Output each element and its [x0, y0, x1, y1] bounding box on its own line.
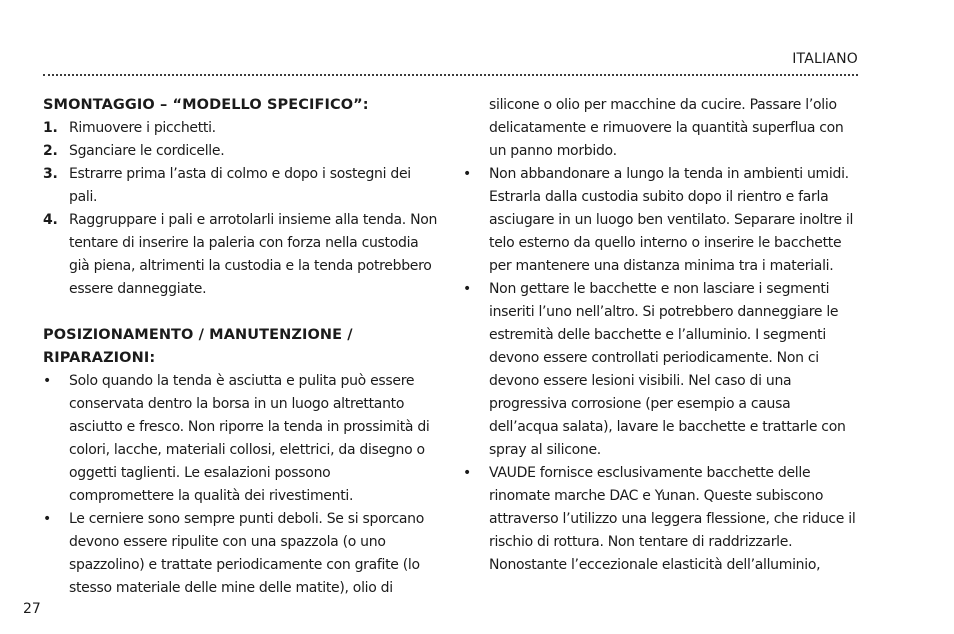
- bullet: •: [43, 511, 51, 527]
- bullet: •: [43, 373, 51, 389]
- section-heading-maintenance: POSIZIONAMENTO / MANUTENZIONE / RIPARAZIONI:: [43, 327, 353, 366]
- step-text: Sganciare le cordicelle.: [69, 143, 225, 159]
- step-number: 3.: [43, 166, 58, 182]
- list-item-text: Non gettare le bacchette e non lasciare i segmenti inseriti l’uno nell’altro. Si potrebbero danneggiare le estremità delle bacchette e l’alluminio. I segmenti devono essere controllati periodicamente. Non ci devono essere lesioni visibili. Nel caso di una progressiva corrosione (per esempio a causa dell’acqua salata), lavare le bacchette e trattarle con spray al silicone.: [489, 281, 846, 458]
- step-number: 4.: [43, 212, 58, 228]
- list-item: [463, 278, 859, 462]
- list-item: [463, 462, 859, 577]
- step-text: Estrarre prima l’asta di colmo e dopo i sostegni dei pali.: [69, 166, 411, 205]
- page-number: 27: [23, 601, 41, 617]
- bullet: •: [463, 465, 471, 481]
- list-item: [43, 508, 439, 600]
- step-text: Raggruppare i pali e arrotolarli insieme alla tenda. Non tentare di inserire la paleria con forza nella custodia già piena, altrimenti la custodia e la tenda potrebbero essere danneggiate.: [69, 212, 438, 297]
- maintenance-list-continued: [463, 163, 859, 577]
- language-label: ITALIANO: [792, 51, 858, 67]
- step-item: [43, 163, 439, 209]
- disassembly-steps: [43, 117, 439, 301]
- bullet: •: [463, 166, 471, 182]
- step-item: [43, 209, 439, 301]
- list-item-text: Non abbandonare a lungo la tenda in ambienti umidi. Estrarla dalla custodia subito dopo il rientro e farla asciugare in un luogo ben ventilato. Separare inoltre il telo esterno da quello interno o inserire le bacchette per mantenere una distanza minima tra i materiali.: [489, 166, 854, 274]
- list-item: [43, 370, 439, 508]
- step-text: Rimuovere i picchetti.: [69, 120, 216, 136]
- step-item: [43, 140, 439, 163]
- step-number: 2.: [43, 143, 58, 159]
- continued-text: silicone o olio per macchine da cucire. Passare l’olio delicatamente e rimuovere la quantità superflua con un panno morbido.: [489, 97, 844, 159]
- dotted-divider: [43, 74, 858, 76]
- maintenance-list: [43, 370, 439, 600]
- list-item-text: VAUDE fornisce esclusivamente bacchette delle rinomate marche DAC e Yunan. Queste subiscono attraverso l’utilizzo una leggera flessione, che riduce il rischio di rottura. Non tentare di raddrizzarle. Nonostante l’eccezionale elasticità dell’alluminio,: [489, 465, 856, 573]
- list-item-text: Le cerniere sono sempre punti deboli. Se si sporcano devono essere ripulite con una spazzola (o uno spazzolino) e trattate periodicamente con grafite (lo stesso materiale delle mine delle matite), olio di: [69, 511, 425, 596]
- step-item: [43, 117, 439, 140]
- left-column: [43, 94, 439, 600]
- list-item-text: Solo quando la tenda è asciutta e pulita può essere conservata dentro la borsa in un luogo altrettanto asciutto e fresco. Non riporre la tenda in prossimità di colori, lacche, materiali collosi, elettrici, da disegno o oggetti taglienti. Le esalazioni possono compromettere la qualità dei rivestimenti.: [69, 373, 430, 504]
- list-item: [463, 163, 859, 278]
- right-column: [463, 94, 859, 577]
- bullet: •: [463, 281, 471, 297]
- step-number: 1.: [43, 120, 58, 136]
- section-heading-disassembly: SMONTAGGIO – “MODELLO SPECIFICO”:: [43, 97, 369, 113]
